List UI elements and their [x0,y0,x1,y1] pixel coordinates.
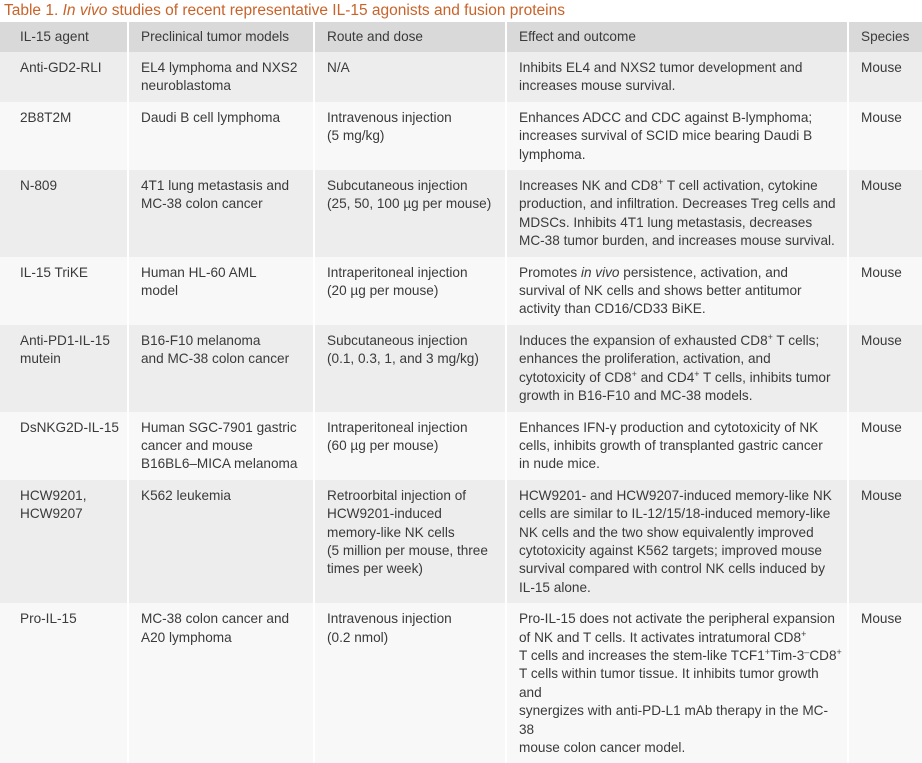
cell-agent [0,52,128,102]
effect-text: increases mouse survival. [519,78,676,94]
agent-line: DsNKG2D-IL-15 [20,419,119,435]
table-row [0,325,922,412]
table-row [0,480,922,603]
effect-text: enhances the proliferation, activation, and [519,351,771,367]
caption-prefix: Table 1. [4,2,63,19]
effect-text: MC-38 tumor burden, and increases mouse survival. [519,233,835,249]
cell-effect [506,412,848,480]
superscript: + [694,368,700,379]
effect-text: lymphoma. [519,146,586,162]
cell-effect [506,52,848,102]
effect-text: NK cells and the two show equivalently improved [519,524,814,540]
table-body [0,52,922,763]
route-line: (25, 50, 100 µg per mouse) [327,196,492,212]
cell-models [128,480,314,603]
route-line: (0.2 nmol) [327,629,389,645]
table-row [0,603,922,763]
cell-agent [0,412,128,480]
route-line: times per week) [327,561,423,577]
effect-text: T cells, inhibits tumor [699,369,831,385]
superscript: + [836,646,842,657]
effect-text: CD8 [809,647,837,663]
cell-models [128,325,314,412]
route-line: Intraperitoneal injection [327,264,468,280]
cell-route [314,170,506,257]
cell-models [128,102,314,170]
cell-agent [0,170,128,257]
agent-line: IL-15 TriKE [20,264,88,280]
effect-text: and CD4 [636,369,695,385]
cell-species: Mouse [848,480,922,603]
cell-species: Mouse [848,102,922,170]
cell-route [314,257,506,325]
route-line: Subcutaneous injection [327,332,468,348]
agent-line: HCW9201, [20,487,87,503]
table-row [0,52,922,102]
cell-species: Mouse [848,52,922,102]
agent-line: Pro-IL-15 [20,611,77,627]
agent-line: HCW9207 [20,506,83,522]
cell-route [314,325,506,412]
models-line: MC-38 colon cancer [141,196,263,212]
effect-text: T cells within tumor tissue. It inhibits tumor growth and [519,666,819,700]
cell-route [314,102,506,170]
cell-models [128,412,314,480]
cell-models [128,257,314,325]
models-line: Human SGC-7901 gastric [141,419,297,435]
cell-route [314,603,506,763]
agent-line: Anti-PD1-IL-15 [20,332,110,348]
models-line: neuroblastoma [141,78,231,94]
agent-line: mutein [20,351,61,367]
models-line: K562 leukemia [141,487,231,503]
effect-text: T cell activation, cytokine [663,178,818,194]
cell-species: Mouse [848,412,922,480]
superscript: + [767,331,773,342]
effect-text: cells, inhibits growth of transplanted gastric cancer [519,437,823,453]
superscript: + [764,646,771,657]
effect-text: Promotes [519,264,581,280]
effect-text: mouse colon cancer model. [519,740,686,755]
models-line: 4T1 lung metastasis and [141,178,290,194]
effect-text: cytotoxicity of CD8 [519,369,632,385]
caption-suffix: studies of recent representative IL-15 agonists and fusion proteins [107,2,565,19]
header-agent: IL-15 agent [0,22,128,52]
route-line: Retroorbital injection of [327,487,467,503]
route-line: HCW9201-induced [327,506,442,522]
cell-species: Mouse [848,170,922,257]
cell-models [128,52,314,102]
cell-agent [0,257,128,325]
superscript: + [658,177,664,188]
header-row [0,22,922,52]
effect-text: IL-15 alone. [519,579,591,595]
header-route: Route and dose [314,22,506,52]
route-line: Intravenous injection [327,611,452,627]
table-row [0,170,922,257]
effect-text: activity than CD16/CD33 BiKE. [519,301,706,317]
models-line: B16-F10 melanoma [141,332,261,348]
route-line: (60 µg per mouse) [327,437,439,453]
route-line: (5 million per mouse, three [327,542,488,558]
effect-text: synergizes with anti-PD-L1 mAb therapy in the MC-38 [519,703,828,737]
models-line: Human HL-60 AML [141,264,257,280]
header-effect: Effect and outcome [506,22,848,52]
route-line: Intravenous injection [327,109,452,125]
cell-species: Mouse [848,325,922,412]
effect-text: increases survival of SCID mice bearing Daudi B [519,128,813,144]
effect-text: MDSCs. Inhibits 4T1 lung metastasis, decreases [519,214,813,230]
effect-text: growth in B16-F10 and MC-38 models. [519,388,753,404]
cell-agent [0,325,128,412]
table-row [0,412,922,480]
effect-text: T cells and increases the stem-like TCF1 [519,647,765,663]
effect-text: survival of NK cells and shows better antitumor [519,283,802,299]
effect-text: Induces the expansion of exhausted CD8 [519,332,768,348]
table-row [0,102,922,170]
models-line: MC-38 colon cancer and [141,611,290,627]
models-line: Daudi B cell lymphoma [141,109,281,125]
effect-text: of NK and T cells. It activates intratumoral CD8 [519,629,802,645]
effect-text: Enhances ADCC and CDC against B-lymphoma; [519,109,813,125]
cell-agent [0,102,128,170]
cell-effect [506,257,848,325]
effect-text: Tim-3 [770,647,805,663]
effect-text: T cells; [772,332,820,348]
route-line: memory-like NK cells [327,524,455,540]
effect-text: Increases NK and CD8 [519,178,659,194]
models-line: EL4 lymphoma and NXS2 [141,60,298,75]
cell-effect [506,603,848,763]
effect-text: Inhibits EL4 and NXS2 tumor development and [519,60,803,75]
superscript: + [631,368,637,379]
effect-text: Pro-IL-15 does not activate the peripheral expansion [519,611,835,627]
models-line: B16BL6–MICA melanoma [141,456,298,472]
studies-table [0,22,922,763]
route-line: Subcutaneous injection [327,178,468,194]
models-line: model [141,283,179,299]
effect-text: production, and infiltration. Decreases Treg cells and [519,196,836,212]
cell-agent [0,603,128,763]
route-line: (20 µg per mouse) [327,283,439,299]
agent-line: N-809 [20,178,58,194]
superscript: + [801,628,807,639]
effect-text: persistence, activation, and [619,264,788,280]
route-line: (0.1, 0.3, 1, and 3 mg/kg) [327,351,479,367]
effect-text: cytotoxicity against K562 targets; improved mouse [519,542,822,558]
italic-text: in vivo [580,264,620,280]
caption-italic: In vivo [62,2,108,19]
effect-text: Enhances IFN-γ production and cytotoxicity of NK [519,419,819,435]
cell-effect [506,170,848,257]
header-species: Species [848,22,922,52]
cell-agent [0,480,128,603]
agent-line: Anti-GD2-RLI [20,60,102,75]
cell-species: Mouse [848,257,922,325]
header-models: Preclinical tumor models [128,22,314,52]
effect-text: survival compared with control NK cells induced by [519,561,825,577]
effect-text: cells are similar to IL-12/15/18-induced memory-like [519,506,831,522]
cell-effect [506,325,848,412]
effect-text: in nude mice. [519,456,600,472]
cell-models [128,170,314,257]
route-line: N/A [327,60,350,75]
superscript: – [804,646,810,657]
cell-effect [506,102,848,170]
table-caption [0,0,922,22]
models-line: cancer and mouse [141,437,253,453]
route-line: Intraperitoneal injection [327,419,468,435]
cell-route [314,52,506,102]
cell-route [314,480,506,603]
table-row [0,257,922,325]
models-line: A20 lymphoma [141,629,232,645]
models-line: and MC-38 colon cancer [141,351,290,367]
effect-text: HCW9201- and HCW9207-induced memory-like NK [519,487,832,503]
cell-species: Mouse [848,603,922,763]
route-line: (5 mg/kg) [327,128,385,144]
agent-line: 2B8T2M [20,109,72,125]
cell-effect [506,480,848,603]
cell-models [128,603,314,763]
cell-route [314,412,506,480]
